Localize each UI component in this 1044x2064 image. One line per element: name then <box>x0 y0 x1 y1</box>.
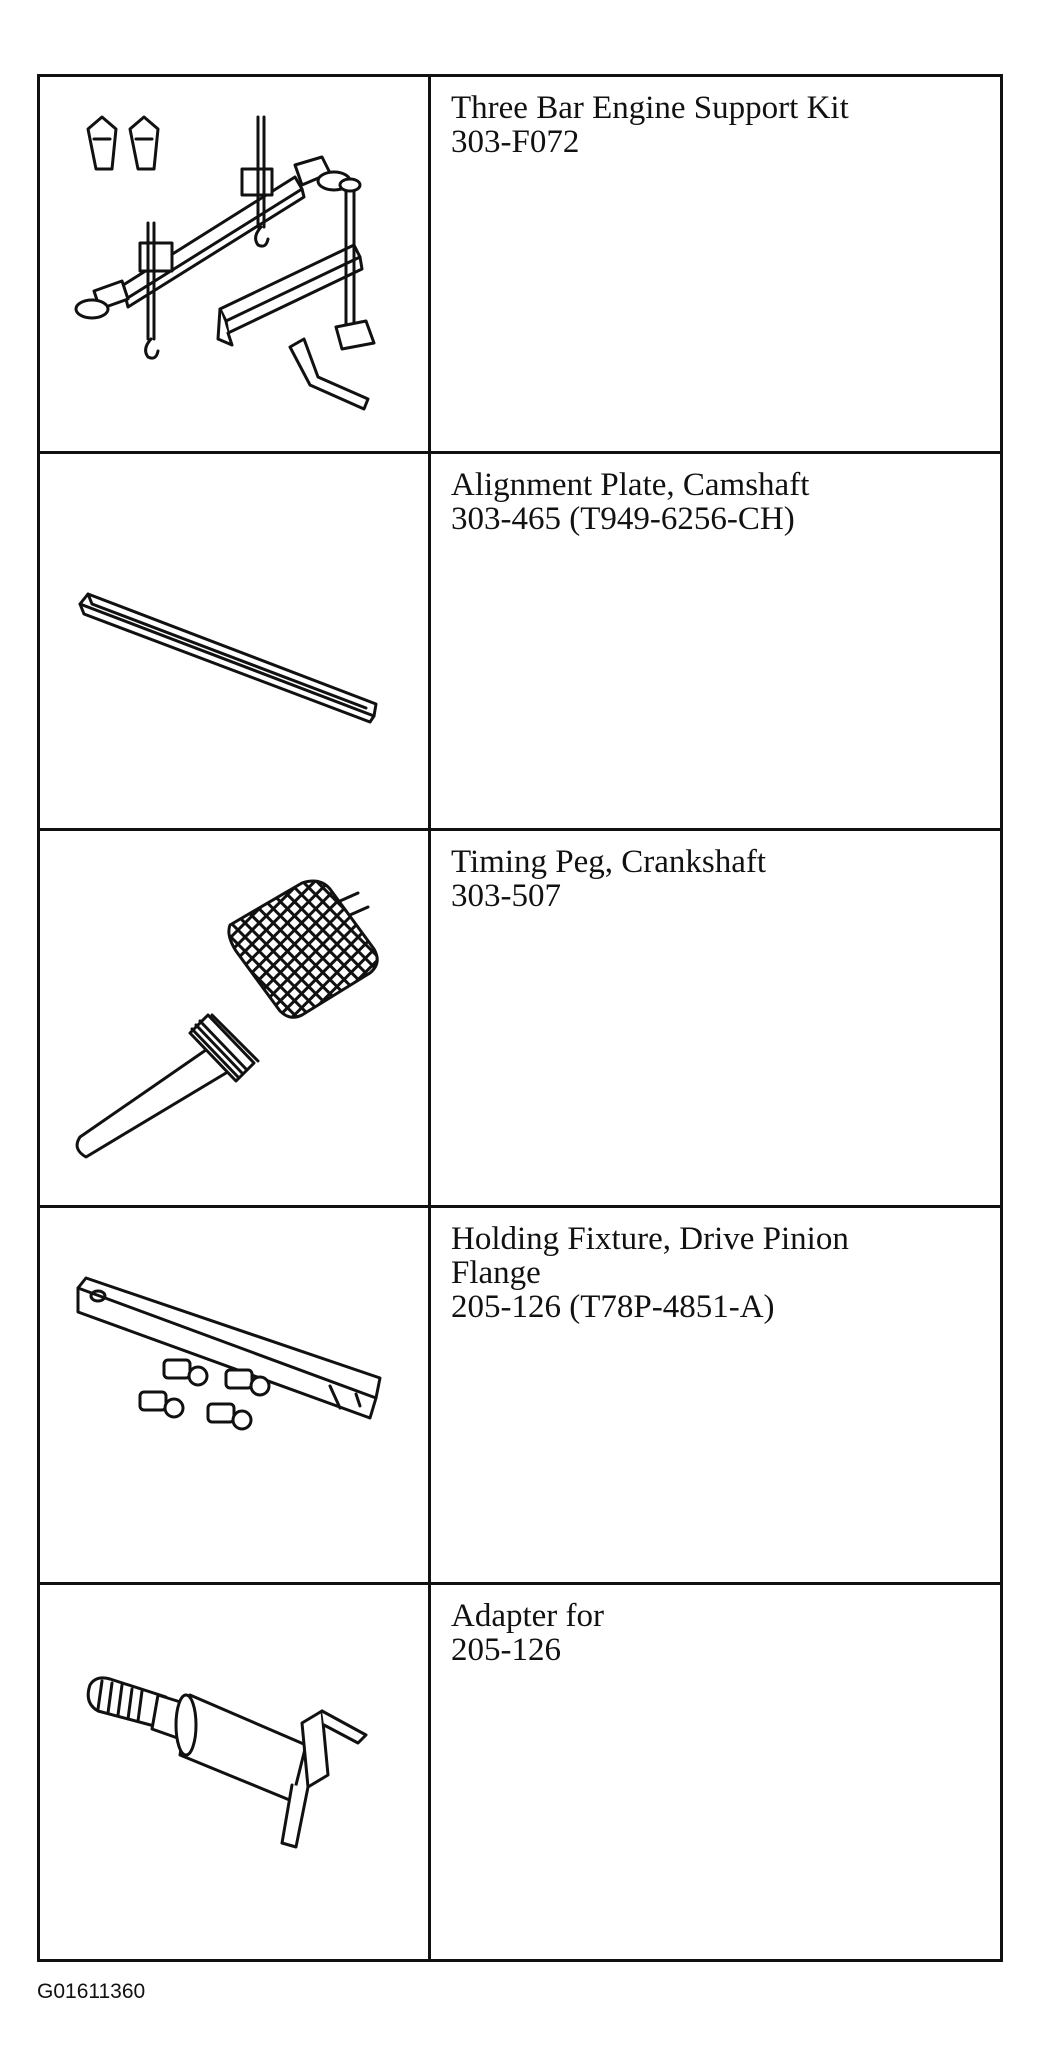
adapter-illustration <box>40 1585 428 1959</box>
tool-image-cell <box>39 1207 430 1584</box>
tool-row <box>39 453 1002 830</box>
tool-image-cell <box>39 830 430 1207</box>
tool-description-cell <box>430 453 1002 830</box>
timing-peg-illustration <box>40 831 428 1205</box>
engine-support-kit-illustration <box>40 77 428 451</box>
tool-row <box>39 830 1002 1207</box>
figure-code: G01611360 <box>37 1980 146 2003</box>
tool-description-cell <box>430 830 1002 1207</box>
tool-description-cell <box>430 1584 1002 1961</box>
tool-name: Timing Peg, Crankshaft <box>451 844 767 880</box>
tool-name: Alignment Plate, Camshaft <box>451 467 810 503</box>
tool-part-number: 303-507 <box>451 878 561 914</box>
tool-row <box>39 1207 1002 1584</box>
tool-row <box>39 1584 1002 1961</box>
tool-row <box>39 76 1002 453</box>
tool-part-number: 205-126 (T78P-4851-A) <box>451 1289 775 1325</box>
tool-image-cell <box>39 76 430 453</box>
tool-description-cell <box>430 1207 1002 1584</box>
special-tools-table <box>37 74 1003 1962</box>
tool-part-number: 205-126 <box>451 1632 561 1668</box>
holding-fixture-illustration <box>40 1208 428 1582</box>
tool-name: Holding Fixture, Drive Pinion <box>451 1221 849 1257</box>
tool-description-cell <box>430 76 1002 453</box>
tool-name-continued: Flange <box>451 1255 541 1291</box>
alignment-plate-illustration <box>40 454 428 828</box>
tool-image-cell <box>39 1584 430 1961</box>
tool-part-number: 303-F072 <box>451 124 580 160</box>
tool-image-cell <box>39 453 430 830</box>
tool-part-number: 303-465 (T949-6256-CH) <box>451 501 795 537</box>
tool-name: Three Bar Engine Support Kit <box>451 90 849 126</box>
tool-name: Adapter for <box>451 1598 605 1634</box>
